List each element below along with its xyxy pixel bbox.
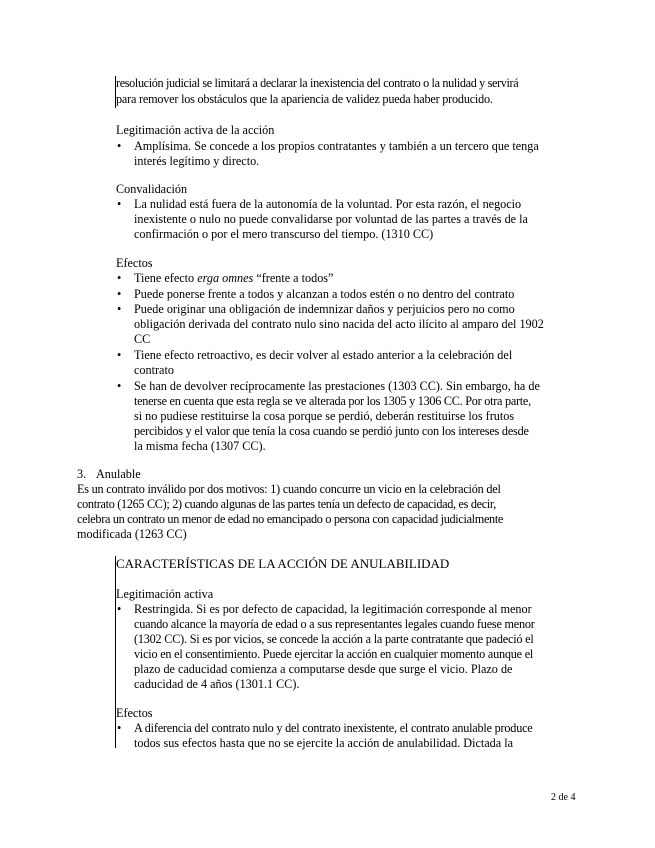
erga-omnes-italic: erga omnes bbox=[197, 271, 254, 285]
bullet-text: A diferencia del contrato nulo y del contrato inexistente, el contrato anulable produce bbox=[134, 721, 533, 735]
bullet: • bbox=[117, 197, 122, 211]
bullet-text: (1302 CC). Si es por vicios, se concede la acción a la parte contratante que padeció el bbox=[134, 632, 534, 646]
body-line: modificada (1263 CC) bbox=[77, 527, 187, 541]
bullet-text: La nulidad está fuera de la autonomía de la voluntad. Por esta razón, el negocio bbox=[134, 197, 522, 211]
bullet-text: plazo de caducidad comienza a computarse desde que surge el vicio. Plazo de bbox=[134, 662, 513, 676]
body-line: Es un contrato inválido por dos motivos: 1) cuando concurre un vicio en la celebración del bbox=[77, 482, 501, 496]
bullet-text: Tiene efecto erga omnes “frente a todos” bbox=[134, 271, 334, 285]
bullet: • bbox=[117, 348, 122, 362]
bullet-text: todos sus efectos hasta que no se ejercite la acción de anulabilidad. Dictada la bbox=[134, 736, 514, 750]
bullet: • bbox=[117, 302, 122, 316]
body-line: celebra un contrato un menor de edad no emancipado o persona con capacidad judicialmente bbox=[77, 512, 504, 526]
bullet-text: cuando alcance la mayoría de edad o a sus representantes legales cuando fuese menor bbox=[134, 617, 535, 631]
bullet-text: percibidos y el valor que tenía la cosa cuando se perdió junto con los intereses desde bbox=[134, 424, 529, 438]
body-line: contrato (1265 CC); 2) cuando algunas de las partes tenía un defecto de capacidad, es decir, bbox=[77, 497, 496, 511]
bullet-text: CC bbox=[134, 332, 151, 346]
bullet-text: interés legítimo y directo. bbox=[134, 154, 260, 168]
bullet-text: obligación derivada del contrato nulo sino nacida del acto ilícito al amparo del 1902 bbox=[134, 317, 544, 331]
bullet-text: Puede originar una obligación de indemnizar daños y perjuicios pero no como bbox=[134, 302, 515, 316]
section-title: Legitimación activa bbox=[116, 587, 214, 601]
bullet-text: caducidad de 4 años (1301.1 CC). bbox=[134, 677, 300, 691]
section-title: Convalidación bbox=[116, 182, 188, 196]
bullet-text: Se han de devolver recíprocamente las prestaciones (1303 CC). Sin embargo, ha de bbox=[134, 379, 540, 393]
bullet-text: Restringida. Si es por defecto de capacidad, la legitimación corresponde al menor bbox=[134, 602, 532, 616]
bullet: • bbox=[117, 602, 122, 616]
section-title: Efectos bbox=[116, 706, 153, 720]
bullet: • bbox=[117, 379, 122, 393]
bullet-text: confirmación o por el mero transcurso del tiempo. (1310 CC) bbox=[134, 227, 434, 241]
bullet-text: la misma fecha (1307 CC). bbox=[134, 439, 266, 453]
bullet-text: Puede ponerse frente a todos y alcanzan a todos estén o no dentro del contrato bbox=[134, 287, 515, 301]
bullet: • bbox=[117, 287, 122, 301]
section-title: Legitimación activa de la acción bbox=[116, 123, 275, 137]
bullet-text: vicio en el consentimiento. Puede ejercitar la acción en cualquier momento aunque el bbox=[134, 647, 534, 661]
bullet-text: si no pudiese restituirse la cosa porque se perdió, deberán restituirse los frutos bbox=[134, 409, 515, 423]
bullet-text: Amplísima. Se concede a los propios contratantes y también a un tercero que tenga bbox=[134, 139, 539, 153]
bullet: • bbox=[117, 721, 122, 735]
section-heading: CARACTERÍSTICAS DE LA ACCIÓN DE ANULABILIDAD bbox=[116, 556, 450, 571]
bullet: • bbox=[117, 139, 122, 153]
body-line: para remover los obstáculos que la apariencia de validez pueda haber producido. bbox=[116, 92, 493, 106]
bullet-text: Tiene efecto retroactivo, es decir volver al estado anterior a la celebración del bbox=[134, 348, 513, 362]
body-line: resolución judicial se limitará a declarar la inexistencia del contrato o la nulidad y servirá bbox=[116, 76, 519, 90]
bullet: • bbox=[117, 271, 122, 285]
bullet-text: contrato bbox=[134, 363, 174, 377]
section-title: Efectos bbox=[116, 256, 153, 270]
numbered-heading-title: Anulable bbox=[96, 467, 141, 481]
numbered-heading-number: 3. bbox=[77, 467, 87, 481]
bullet-text: tenerse en cuenta que esta regla se ve alterada por los 1305 y 1306 CC. Por otra parte, bbox=[134, 394, 531, 408]
bullet-text: inexistente o nulo no puede convalidarse por voluntad de las partes a través de la bbox=[134, 212, 528, 226]
page-number: 2 de 4 bbox=[551, 792, 576, 803]
